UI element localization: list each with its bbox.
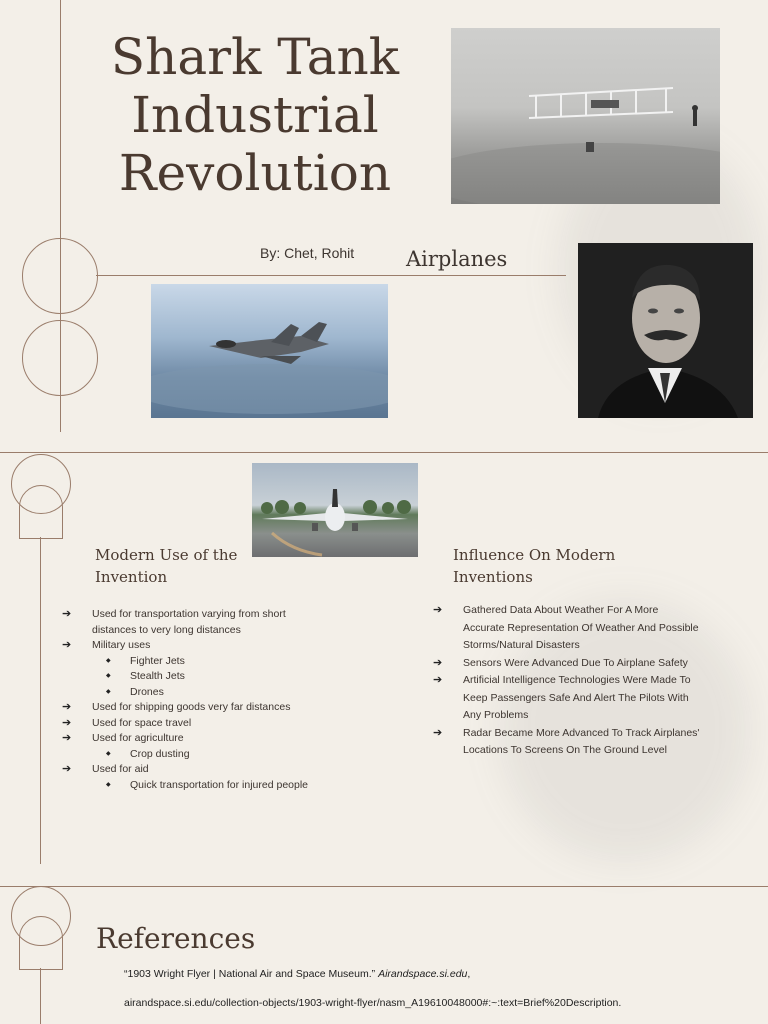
title-divider-line xyxy=(96,275,566,276)
modern-use-list xyxy=(60,607,330,793)
decor-arch-2 xyxy=(19,916,63,970)
section-divider-2 xyxy=(0,886,768,887)
byline: By: Chet, Rohit xyxy=(260,245,355,261)
list-item: ◆ Crop dusting xyxy=(60,747,330,763)
list-item: ◆ Fighter Jets xyxy=(60,654,330,670)
influence-list xyxy=(431,602,701,760)
reference-comma: , xyxy=(467,968,471,980)
list-item: ➔ Artificial Intelligence Technologies Were Made To Keep Passengers Safe And Alert The Pilots With Any Problems xyxy=(431,672,701,725)
fighter-jet-photo xyxy=(151,284,388,418)
decor-circle-1 xyxy=(22,238,98,314)
reference-citation: “1903 Wright Flyer | National Air and Space Museum.” xyxy=(124,968,379,980)
reference-url[interactable]: airandspace.si.edu/collection-objects/1903-wright-flyer/nasm_A19610048000#:~:text=Brief%20Description. xyxy=(124,997,622,1009)
references-title: References xyxy=(96,922,256,955)
modern-use-heading: Modern Use of the Invention xyxy=(95,546,238,586)
list-item: ➔ Used for agriculture xyxy=(60,731,330,747)
reference-source: Airandspace.si.edu xyxy=(378,968,468,980)
left-vertical-line-bottom xyxy=(40,968,41,1024)
list-item: ◆ Stealth Jets xyxy=(60,669,330,685)
list-item: ➔ Used for aid xyxy=(60,762,330,778)
section-divider-1 xyxy=(0,452,768,453)
list-item: ➔ Sensors Were Advanced Due To Airplane Safety xyxy=(431,655,701,673)
decor-circle-2 xyxy=(22,320,98,396)
list-item: ➔ Radar Became More Advanced To Track Airplanes' Locations To Screens On The Ground Level xyxy=(431,725,701,760)
list-item: ➔ Used for transportation varying from short distances to very long distances xyxy=(60,607,330,638)
list-item: ◆ Drones xyxy=(60,685,330,701)
airliner-photo xyxy=(252,463,418,557)
portrait-photo xyxy=(578,243,753,418)
list-item: ◆ Quick transportation for injured people xyxy=(60,778,330,794)
list-item: ➔ Gathered Data About Weather For A More Accurate Representation Of Weather And Possible Storms/Natural Disasters xyxy=(431,602,701,655)
reference-entry xyxy=(124,968,470,980)
left-vertical-line-mid xyxy=(40,537,41,864)
list-item: ➔ Military uses xyxy=(60,638,330,654)
topic-label: Airplanes xyxy=(406,247,508,271)
influence-heading: Influence On Modern Inventions xyxy=(453,546,616,586)
list-item: ➔ Used for shipping goods very far distances xyxy=(60,700,330,716)
decor-arch-1 xyxy=(19,485,63,539)
list-item: ➔ Used for space travel xyxy=(60,716,330,732)
wright-flyer-photo xyxy=(451,28,720,204)
page-title: Shark Tank Industrial Revolution xyxy=(110,28,400,202)
